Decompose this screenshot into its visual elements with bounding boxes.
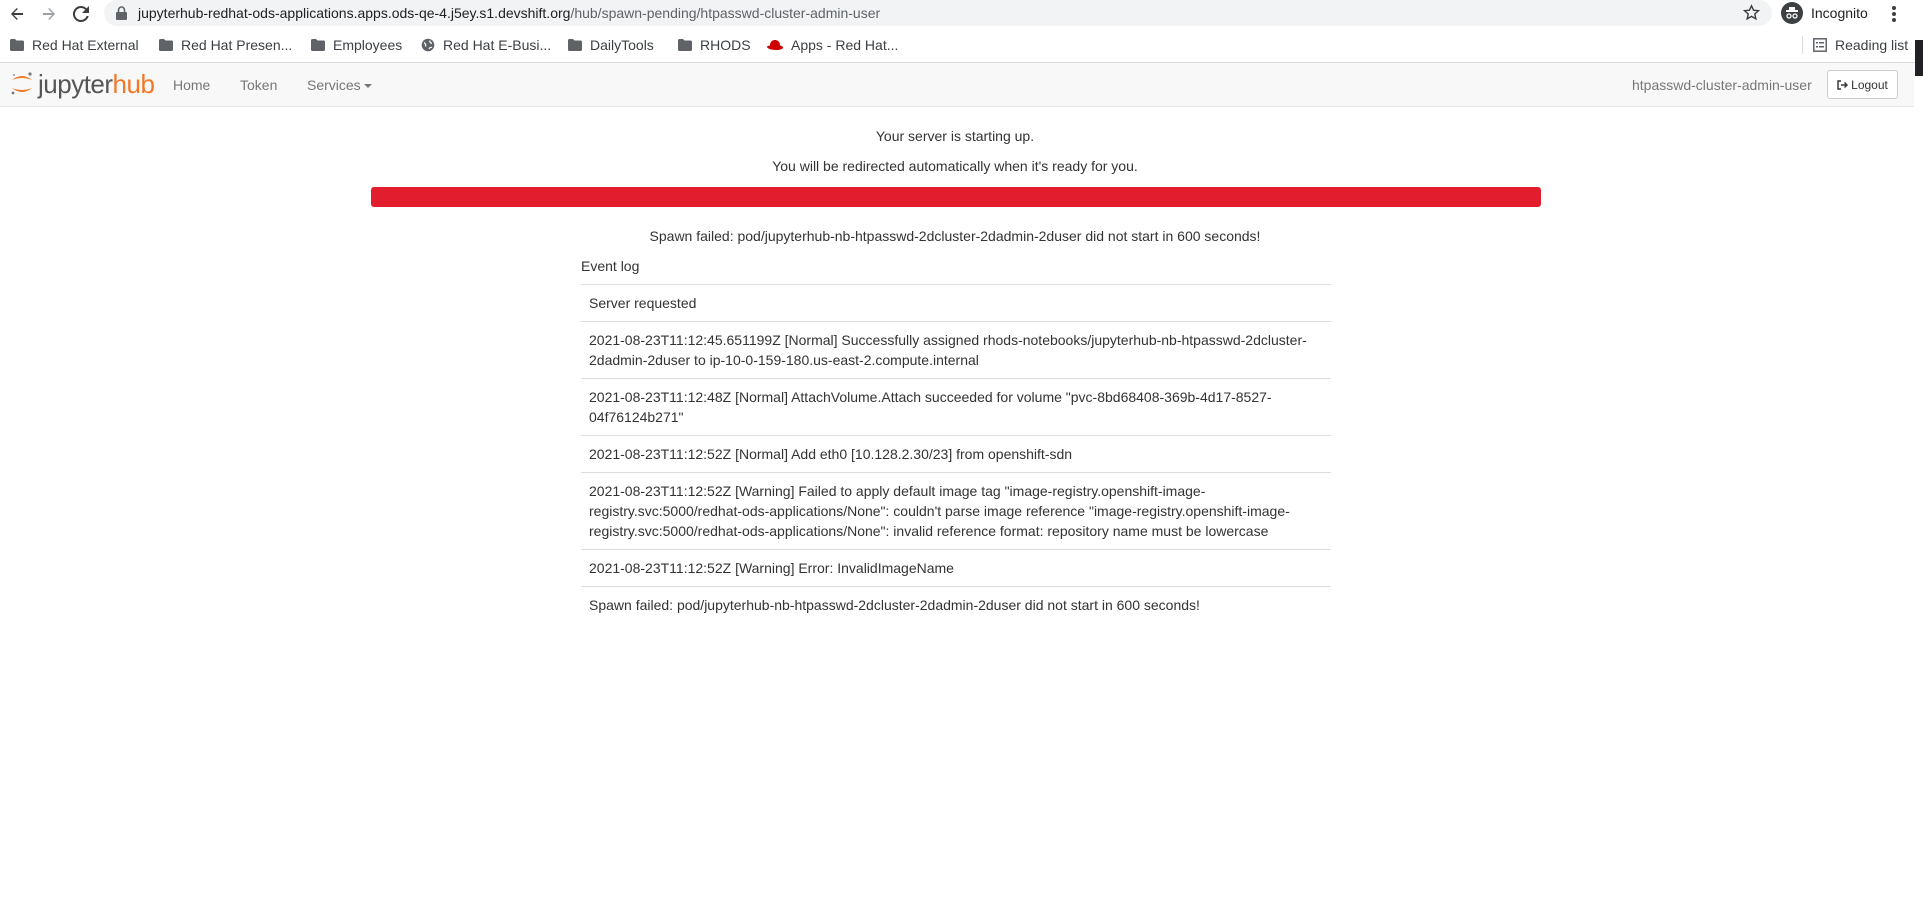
sign-out-icon xyxy=(1837,80,1848,90)
bookmark-label: Red Hat E-Busi... xyxy=(443,37,552,53)
logo-text-hub: hub xyxy=(112,68,155,99)
reload-icon xyxy=(73,6,89,22)
bookmark-item[interactable] xyxy=(568,36,654,54)
username-label: htpasswd-cluster-admin-user xyxy=(1632,77,1812,93)
nav-services-dropdown[interactable] xyxy=(307,77,372,93)
nav-services-label: Services xyxy=(307,77,361,93)
bookmark-label: RHODS xyxy=(700,37,751,53)
star-icon[interactable] xyxy=(1743,4,1760,21)
event-log-item: Server requested xyxy=(581,284,1331,321)
incognito-indicator[interactable] xyxy=(1781,1,1868,25)
reading-list-icon xyxy=(1813,38,1827,52)
bookmark-label: Red Hat Presen... xyxy=(181,37,293,53)
jupyterhub-logo[interactable] xyxy=(10,68,155,99)
jupyter-logo-icon xyxy=(10,71,34,97)
logo-text-jupyter: jupyter xyxy=(38,68,113,99)
caret-down-icon xyxy=(364,84,372,88)
incognito-icon xyxy=(1781,2,1803,24)
folder-icon xyxy=(159,39,173,51)
bookmark-item[interactable] xyxy=(10,36,139,54)
forward-button[interactable] xyxy=(38,3,60,25)
bookmark-item[interactable] xyxy=(159,36,292,54)
progress-bar-fill xyxy=(371,187,1541,207)
globe-icon xyxy=(421,38,435,52)
event-log-item: 2021-08-23T11:12:48Z [Normal] AttachVolume.Attach succeeded for volume "pvc-8bd68408-369b-4d17-8527-04f76124b271" xyxy=(581,378,1331,435)
event-log-item: 2021-08-23T11:12:52Z [Warning] Failed to apply default image tag "image-registry.openshift-image-registry.svc:5000/redhat-ods-applications/None": couldn't parse image reference "image-registry.openshift-image-registry.svc:5000/redhat-ods-applications/None": invalid reference format: repository name must be lowercase xyxy=(581,472,1331,549)
progress-bar xyxy=(371,187,1541,207)
event-log-item: 2021-08-23T11:12:52Z [Warning] Error: InvalidImageName xyxy=(581,549,1331,586)
reading-list-label: Reading list xyxy=(1835,37,1909,53)
event-log-item: 2021-08-23T11:12:52Z [Normal] Add eth0 [10.128.2.30/23] from openshift-sdn xyxy=(581,435,1331,472)
back-button[interactable] xyxy=(6,3,28,25)
bookmark-label: Apps - Red Hat... xyxy=(791,37,899,53)
reading-list-button[interactable] xyxy=(1802,36,1908,54)
nav-home-link[interactable]: Home xyxy=(173,77,211,93)
arrow-left-icon xyxy=(9,6,25,22)
bookmark-label: Red Hat External xyxy=(32,37,139,53)
event-log xyxy=(581,284,1331,624)
spawn-status-message: Spawn failed: pod/jupyterhub-nb-htpasswd-2dcluster-2dadmin-2duser did not start in 600 seconds! xyxy=(649,228,1261,244)
bookmark-item[interactable] xyxy=(767,36,898,54)
bookmark-label: Employees xyxy=(333,37,403,53)
folder-icon xyxy=(10,39,24,51)
starting-message: Your server is starting up. xyxy=(875,128,1035,144)
bookmarks-bar xyxy=(0,28,1923,63)
jupyterhub-navbar xyxy=(0,63,1914,107)
bookmark-label: DailyTools xyxy=(590,37,654,53)
folder-icon xyxy=(311,39,325,51)
incognito-label: Incognito xyxy=(1811,5,1868,21)
folder-icon xyxy=(678,39,692,51)
reload-button[interactable] xyxy=(70,3,92,25)
bookmark-item[interactable] xyxy=(421,36,551,54)
lock-icon xyxy=(116,6,127,20)
url-host: jupyterhub-redhat-ods-applications.apps.ods-qe-4.j5ey.s1.devshift.org xyxy=(138,5,571,21)
logout-label: Logout xyxy=(1851,77,1888,92)
event-log-item: 2021-08-23T11:12:45.651199Z [Normal] Successfully assigned rhods-notebooks/jupyterhub-nb-htpasswd-2dcluster-2dadmin-2duser to ip-10-0-159-180.us-east-2.compute.internal xyxy=(581,321,1331,378)
arrow-right-icon xyxy=(41,6,57,22)
event-log-item: Spawn failed: pod/jupyterhub-nb-htpasswd-2dcluster-2dadmin-2duser did not start in 600 seconds! xyxy=(581,586,1331,624)
redirect-message: You will be redirected automatically when it's ready for you. xyxy=(772,158,1138,174)
url-path: /hub/spawn-pending/htpasswd-cluster-admin-user xyxy=(570,5,881,21)
folder-icon xyxy=(568,39,582,51)
address-bar[interactable] xyxy=(104,0,1772,26)
browser-toolbar xyxy=(0,0,1923,28)
scrollbar-thumb[interactable] xyxy=(1915,40,1923,76)
bookmark-item[interactable] xyxy=(311,36,402,54)
event-log-title: Event log xyxy=(581,258,640,274)
more-menu-icon[interactable] xyxy=(1888,2,1900,26)
logout-button[interactable] xyxy=(1827,70,1898,99)
bookmarks-divider xyxy=(1802,36,1803,54)
redhat-icon xyxy=(767,39,783,51)
nav-token-link[interactable]: Token xyxy=(240,77,278,93)
url-text xyxy=(138,5,880,21)
bookmark-item[interactable] xyxy=(678,36,751,54)
